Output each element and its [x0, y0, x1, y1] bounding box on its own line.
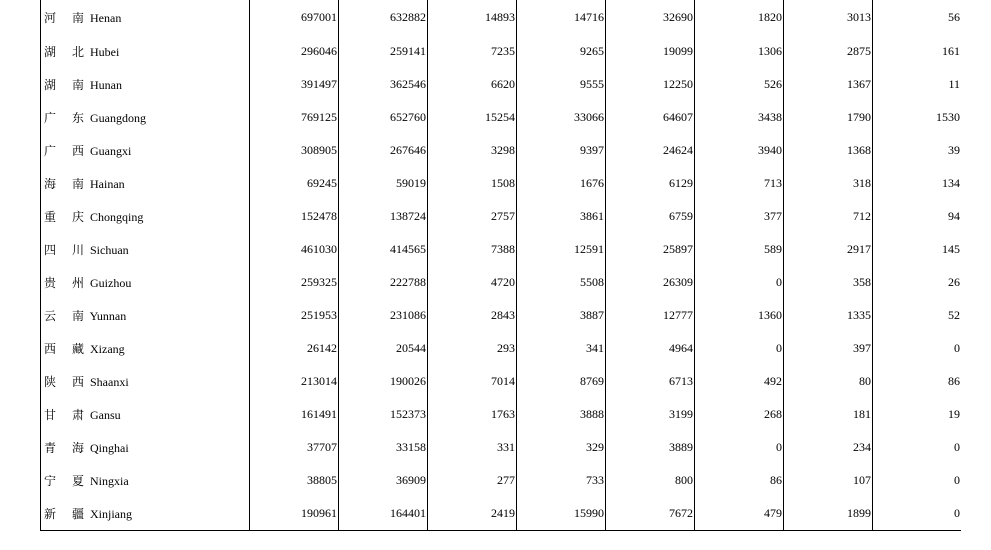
region-english-name: Guizhou [90, 276, 132, 290]
value-cell: 632882 [339, 0, 428, 35]
value-cell: 2875 [784, 35, 873, 68]
value-cell: 0 [954, 341, 960, 355]
value-cell: 6129 [606, 167, 695, 200]
value-cell: 134 [942, 176, 960, 190]
table-row [41, 200, 962, 233]
value-cell: 652760 [339, 101, 428, 134]
value-cell: 26309 [606, 266, 695, 299]
value-cell: 329 [517, 431, 606, 464]
value-cell: 1360 [695, 299, 784, 332]
value-cell: 251953 [250, 299, 339, 332]
region-chinese-first-char: 青 [44, 441, 57, 455]
value-cell: 0 [695, 332, 784, 365]
value-cell: 769125 [250, 101, 339, 134]
table-row [41, 332, 962, 365]
value-cell: 86 [948, 374, 960, 388]
value-cell: 1335 [784, 299, 873, 332]
region-english-name: Shaanxi [90, 375, 129, 389]
table-row [41, 365, 962, 398]
value-cell: 4720 [428, 266, 517, 299]
value-cell: 80 [784, 365, 873, 398]
region-cell [41, 332, 250, 365]
value-cell: 362546 [339, 68, 428, 101]
region-cell [41, 233, 250, 266]
table-row [41, 431, 962, 464]
value-cell: 9397 [517, 134, 606, 167]
region-chinese-first-char: 云 [44, 309, 57, 323]
region-chinese-first-char: 四 [44, 243, 57, 257]
region-chinese-first-char: 新 [44, 507, 57, 521]
value-cell: 0 [954, 473, 960, 487]
value-cell: 2419 [428, 497, 517, 531]
value-cell: 33066 [517, 101, 606, 134]
region-english-name: Yunnan [89, 309, 127, 323]
value-cell: 19099 [606, 35, 695, 68]
value-cell: 64607 [606, 101, 695, 134]
value-cell: 2757 [428, 200, 517, 233]
value-cell: 9555 [517, 68, 606, 101]
value-cell: 589 [695, 233, 784, 266]
value-cell: 24624 [606, 134, 695, 167]
value-cell: 222788 [339, 266, 428, 299]
region-chinese-second-char: 南 [72, 11, 85, 25]
value-cell: 107 [784, 464, 873, 497]
table-row [41, 266, 962, 299]
region-cell [41, 299, 250, 332]
value-cell: 6713 [606, 365, 695, 398]
region-cell [41, 167, 250, 200]
value-cell: 0 [695, 431, 784, 464]
value-cell: 234 [784, 431, 873, 464]
value-cell: 39 [948, 143, 960, 157]
region-cell [41, 398, 250, 431]
region-english-name: Qinghai [90, 441, 129, 455]
value-cell: 391497 [250, 68, 339, 101]
table-row [41, 464, 962, 497]
value-cell: 267646 [339, 134, 428, 167]
value-cell: 6759 [606, 200, 695, 233]
value-cell: 33158 [339, 431, 428, 464]
value-cell: 20544 [339, 332, 428, 365]
value-cell: 59019 [339, 167, 428, 200]
value-cell: 3438 [695, 101, 784, 134]
value-cell: 32690 [606, 0, 695, 35]
region-cell [41, 464, 250, 497]
value-cell: 190026 [339, 365, 428, 398]
value-cell: 277 [428, 464, 517, 497]
value-cell: 26142 [250, 332, 339, 365]
value-cell: 52 [948, 308, 960, 322]
value-cell: 8769 [517, 365, 606, 398]
value-cell: 213014 [250, 365, 339, 398]
value-cell: 56 [948, 10, 960, 24]
region-chinese-first-char: 贵 [44, 276, 57, 290]
value-cell: 713 [695, 167, 784, 200]
region-english-name: Chongqing [90, 210, 144, 224]
table-body [41, 0, 962, 531]
value-cell: 5508 [517, 266, 606, 299]
value-cell: 94 [948, 209, 960, 223]
region-chinese-second-char: 东 [72, 111, 85, 125]
statistics-table [40, 0, 961, 531]
value-cell: 164401 [339, 497, 428, 531]
region-chinese-first-char: 海 [44, 177, 57, 191]
value-cell: 25897 [606, 233, 695, 266]
value-cell: 37707 [250, 431, 339, 464]
value-cell: 1530 [936, 110, 960, 124]
value-cell: 3199 [606, 398, 695, 431]
value-cell: 12591 [517, 233, 606, 266]
region-chinese-first-char: 河 [44, 11, 57, 25]
value-cell: 15990 [517, 497, 606, 531]
value-cell: 15254 [428, 101, 517, 134]
value-cell: 341 [517, 332, 606, 365]
region-english-name: Henan [90, 11, 122, 25]
region-english-name: Guangdong [90, 111, 146, 125]
table-row [41, 68, 962, 101]
value-cell: 9265 [517, 35, 606, 68]
value-cell: 397 [784, 332, 873, 365]
table-row [41, 134, 962, 167]
region-chinese-second-char: 海 [72, 441, 85, 455]
value-cell: 152478 [250, 200, 339, 233]
region-english-name: Ningxia [90, 474, 129, 488]
region-chinese-second-char: 藏 [72, 342, 85, 356]
value-cell: 14893 [428, 0, 517, 35]
value-cell: 331 [428, 431, 517, 464]
value-cell: 2917 [784, 233, 873, 266]
value-cell: 12250 [606, 68, 695, 101]
region-chinese-second-char: 北 [72, 45, 85, 59]
value-cell: 0 [695, 266, 784, 299]
region-cell [41, 266, 250, 299]
value-cell: 6620 [428, 68, 517, 101]
value-cell: 36909 [339, 464, 428, 497]
value-cell: 492 [695, 365, 784, 398]
region-chinese-first-char: 宁 [44, 474, 57, 488]
table-row [41, 497, 962, 531]
value-cell: 1368 [784, 134, 873, 167]
value-cell: 7014 [428, 365, 517, 398]
value-cell: 7388 [428, 233, 517, 266]
value-cell: 3013 [784, 0, 873, 35]
region-chinese-second-char: 川 [72, 243, 85, 257]
table-row [41, 167, 962, 200]
value-cell: 461030 [250, 233, 339, 266]
value-cell: 3888 [517, 398, 606, 431]
region-english-name: Xinjiang [90, 507, 132, 521]
value-cell: 3298 [428, 134, 517, 167]
region-chinese-first-char: 广 [44, 144, 57, 158]
value-cell: 1367 [784, 68, 873, 101]
value-cell: 1820 [695, 0, 784, 35]
value-cell: 38805 [250, 464, 339, 497]
value-cell: 190961 [250, 497, 339, 531]
value-cell: 152373 [339, 398, 428, 431]
value-cell: 697001 [250, 0, 339, 35]
region-chinese-first-char: 湖 [44, 45, 57, 59]
value-cell: 3861 [517, 200, 606, 233]
region-cell [41, 431, 250, 464]
region-english-name: Gansu [90, 408, 121, 422]
value-cell: 377 [695, 200, 784, 233]
region-chinese-first-char: 湖 [44, 78, 57, 92]
value-cell: 1676 [517, 167, 606, 200]
value-cell: 161491 [250, 398, 339, 431]
value-cell: 69245 [250, 167, 339, 200]
value-cell: 414565 [339, 233, 428, 266]
region-chinese-first-char: 西 [44, 342, 57, 356]
table-row [41, 299, 962, 332]
region-english-name: Sichuan [90, 243, 129, 257]
value-cell: 161 [942, 44, 960, 58]
region-chinese-second-char: 南 [72, 177, 85, 191]
value-cell: 3887 [517, 299, 606, 332]
region-english-name: Hubei [90, 45, 120, 59]
value-cell: 4964 [606, 332, 695, 365]
region-english-name: Hunan [90, 78, 122, 92]
region-english-name: Hainan [90, 177, 125, 191]
table-row [41, 35, 962, 68]
value-cell: 268 [695, 398, 784, 431]
value-cell: 11 [948, 77, 960, 91]
region-chinese-first-char: 甘 [44, 408, 57, 422]
value-cell: 1306 [695, 35, 784, 68]
region-cell [41, 497, 250, 531]
value-cell: 318 [784, 167, 873, 200]
value-cell: 14716 [517, 0, 606, 35]
value-cell: 293 [428, 332, 517, 365]
value-cell: 12777 [606, 299, 695, 332]
region-chinese-second-char: 肃 [72, 408, 85, 422]
region-chinese-second-char: 州 [72, 276, 85, 290]
region-cell [41, 0, 250, 35]
value-cell: 138724 [339, 200, 428, 233]
region-chinese-second-char: 庆 [72, 210, 85, 224]
value-cell: 296046 [250, 35, 339, 68]
table-row [41, 233, 962, 266]
region-chinese-second-char: 南 [72, 309, 85, 323]
value-cell: 2843 [428, 299, 517, 332]
value-cell: 733 [517, 464, 606, 497]
value-cell: 3940 [695, 134, 784, 167]
value-cell: 800 [606, 464, 695, 497]
region-chinese-first-char: 陕 [44, 375, 57, 389]
table-row [41, 398, 962, 431]
value-cell: 358 [784, 266, 873, 299]
region-chinese-first-char: 重 [44, 210, 57, 224]
value-cell: 712 [784, 200, 873, 233]
value-cell: 7235 [428, 35, 517, 68]
value-cell: 1899 [784, 497, 873, 531]
value-cell: 259141 [339, 35, 428, 68]
region-chinese-second-char: 西 [72, 144, 85, 158]
region-english-name: Guangxi [90, 144, 132, 158]
value-cell: 1790 [784, 101, 873, 134]
value-cell: 26 [948, 275, 960, 289]
value-cell: 181 [784, 398, 873, 431]
value-cell: 308905 [250, 134, 339, 167]
region-cell [41, 200, 250, 233]
value-cell: 7672 [606, 497, 695, 531]
value-cell: 479 [695, 497, 784, 531]
value-cell: 0 [873, 497, 962, 531]
value-cell: 19 [948, 407, 960, 421]
region-cell [41, 134, 250, 167]
region-chinese-second-char: 西 [72, 375, 85, 389]
region-chinese-second-char: 疆 [72, 507, 85, 521]
region-cell [41, 35, 250, 68]
value-cell: 86 [695, 464, 784, 497]
value-cell: 1763 [428, 398, 517, 431]
region-cell [41, 101, 250, 134]
value-cell: 1508 [428, 167, 517, 200]
region-cell [41, 68, 250, 101]
region-chinese-second-char: 南 [72, 78, 85, 92]
region-cell [41, 365, 250, 398]
value-cell: 526 [695, 68, 784, 101]
table-row [41, 0, 962, 35]
region-english-name: Xizang [90, 342, 125, 356]
region-chinese-first-char: 广 [44, 111, 57, 125]
value-cell: 231086 [339, 299, 428, 332]
value-cell: 3889 [606, 431, 695, 464]
region-chinese-second-char: 夏 [72, 474, 85, 488]
table-row [41, 101, 962, 134]
value-cell: 145 [942, 242, 960, 256]
value-cell: 0 [954, 440, 960, 454]
value-cell: 259325 [250, 266, 339, 299]
